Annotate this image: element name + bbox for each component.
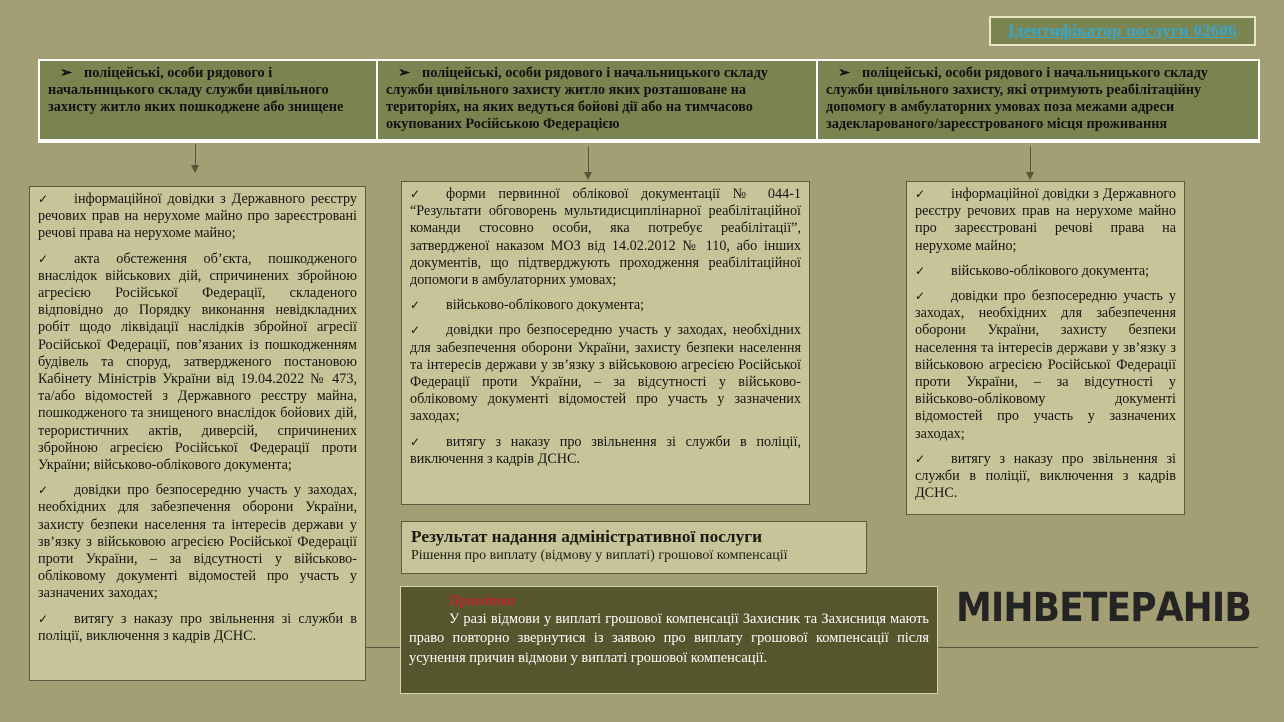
list-item: ✓ довідки про безпосередню участь у заходах, необхідних для забезпечення оборони України, захисту безпеки населення та інтересів держави у зв’язку з військовою агресією Російської Федерації проти України, – за відсутності у військово-обліковому документі відомостей про участь у зазначених заходах;	[915, 288, 1176, 442]
list-item: ✓ акта обстеження об’єкта, пошкодженого внаслідок військових дій, спричинених збройною агресією Російської Федерації, складеного відповідно до Порядку виконання невідкладних робіт щодо ліквідації наслідків збройної агресії Російської Федерації, пов’язаних із пошкодженням будівель та споруд, затвердженого постановою Кабінету Міністрів України від 19.04.2022 № 473, та/або відомостей з Державного реєстру майна, пошкодженого та знищеного внаслідок бойових дій, терористичних актів, диверсій, спричинених збройною агресією Російської Федерації проти України; військово-облікового документа;	[38, 250, 357, 474]
connector-arrow-right	[1030, 146, 1031, 179]
category-cell-rehabilitation	[818, 61, 1258, 139]
check-icon: ✓	[38, 251, 49, 266]
service-id-link[interactable]: Ідентифікатор послуги 02606	[1008, 21, 1237, 40]
category-text: поліцейські, особи рядового і начальницького складу служби цивільного захисту житло яких розташоване на територіях, на яких ведуться бойові дії або на тимчасово окупованих Російською Федерацією	[386, 65, 768, 132]
list-item: ✓ інформаційної довідки з Державного реєстру речових прав на нерухоме майно про зареєстровані речові права на нерухоме майно;	[915, 186, 1176, 254]
arrow-bullet-icon: ➢	[398, 65, 410, 81]
list-item: ✓ довідки про безпосередню участь у заходах, необхідних для забезпечення оборони України, захисту безпеки населення та інтересів держави у зв’язку з військовою агресією Російської Федерації проти України, – за відсутності у військово-обліковому документі відомостей про участь у зазначених заходах;	[410, 322, 801, 425]
check-icon: ✓	[38, 192, 49, 206]
category-text: поліцейські, особи рядового і начальницького складу служби цивільного захисту, які отримують реабілітаційну допомогу в амбулаторних умовах поза межами адреси задекларованого/зареєстрованого місця проживання	[826, 65, 1208, 132]
category-header-row	[38, 59, 1260, 143]
list-item: ✓ військово-облікового документа;	[915, 262, 1150, 279]
connector-line-right	[938, 647, 1258, 648]
arrow-bullet-icon: ➢	[838, 65, 850, 81]
documents-box-middle	[401, 181, 810, 505]
category-cell-combat-territory	[378, 61, 816, 139]
documents-box-right	[906, 181, 1185, 515]
check-icon: ✓	[410, 187, 421, 201]
note-text: У разі відмови у виплаті грошової компенсації Захисник та Захисниця мають право повторно звернутися із заявою про виплату грошової компенсації після усунення причин відмови у виплаті грошової компенсації.	[409, 611, 929, 666]
list-item: ✓ форми первинної облікової документації № 044-1 “Результати обговорень мультидисциплінарної реабілітаційної команди стосовно особи, яка потребує реабілітації”, затвердженої наказом МОЗ від 14.02.2012 № 110, або інших документів, що підтверджують проходження реабілітаційної допомоги в амбулаторних умовах;	[410, 186, 801, 289]
check-icon: ✓	[410, 434, 421, 449]
minveteraniv-logo	[950, 580, 1251, 636]
check-icon: ✓	[915, 451, 926, 466]
category-cell-damaged-housing	[40, 61, 376, 139]
check-icon: ✓	[410, 323, 421, 338]
list-item: ✓ витягу з наказу про звільнення зі служби в поліції, виключення з кадрів ДСНС.	[410, 433, 801, 467]
result-box	[401, 521, 867, 574]
documents-box-left	[29, 186, 366, 681]
connector-arrow-left	[195, 144, 196, 172]
result-title: Результат надання адміністративної послуги	[411, 527, 763, 546]
result-text: Рішення про виплату (відмову у виплаті) грошової компенсації	[411, 548, 788, 563]
service-id-badge[interactable]	[989, 16, 1256, 46]
arrow-bullet-icon: ➢	[60, 65, 72, 81]
note-box	[400, 586, 938, 694]
check-icon: ✓	[38, 611, 49, 626]
check-icon: ✓	[410, 298, 421, 313]
check-icon: ✓	[38, 483, 49, 498]
check-icon: ✓	[915, 187, 926, 201]
connector-arrow-middle	[588, 146, 589, 179]
list-item: ✓ довідки про безпосередню участь у заходах, необхідних для забезпечення оборони України, захисту безпеки населення та інтересів держави у зв’язку з військовою агресією Російської Федерації проти України, – за відсутності у військово-обліковому документі відомостей про участь у зазначених заходах;	[38, 482, 357, 602]
check-icon: ✓	[915, 263, 926, 278]
check-icon: ✓	[915, 289, 926, 304]
logo-wordmark: МІНВЕТЕРАНІВ	[956, 585, 1251, 631]
list-item: ✓ витягу з наказу про звільнення зі служби в поліції, виключення з кадрів ДСНС.	[915, 450, 1176, 502]
category-text: поліцейські, особи рядового і начальницького складу служби цивільного захисту житло яких пошкоджене або знищене	[48, 65, 344, 115]
list-item: ✓ інформаційної довідки з Державного реєстру речових прав на нерухоме майно про зареєстровані речові права на нерухоме майно;	[38, 191, 357, 242]
note-title: Примітка	[449, 593, 515, 609]
connector-line-left	[366, 647, 400, 648]
list-item: ✓ військово-облікового документа;	[410, 297, 645, 314]
list-item: ✓ витягу з наказу про звільнення зі служби в поліції, виключення з кадрів ДСНС.	[38, 610, 357, 644]
